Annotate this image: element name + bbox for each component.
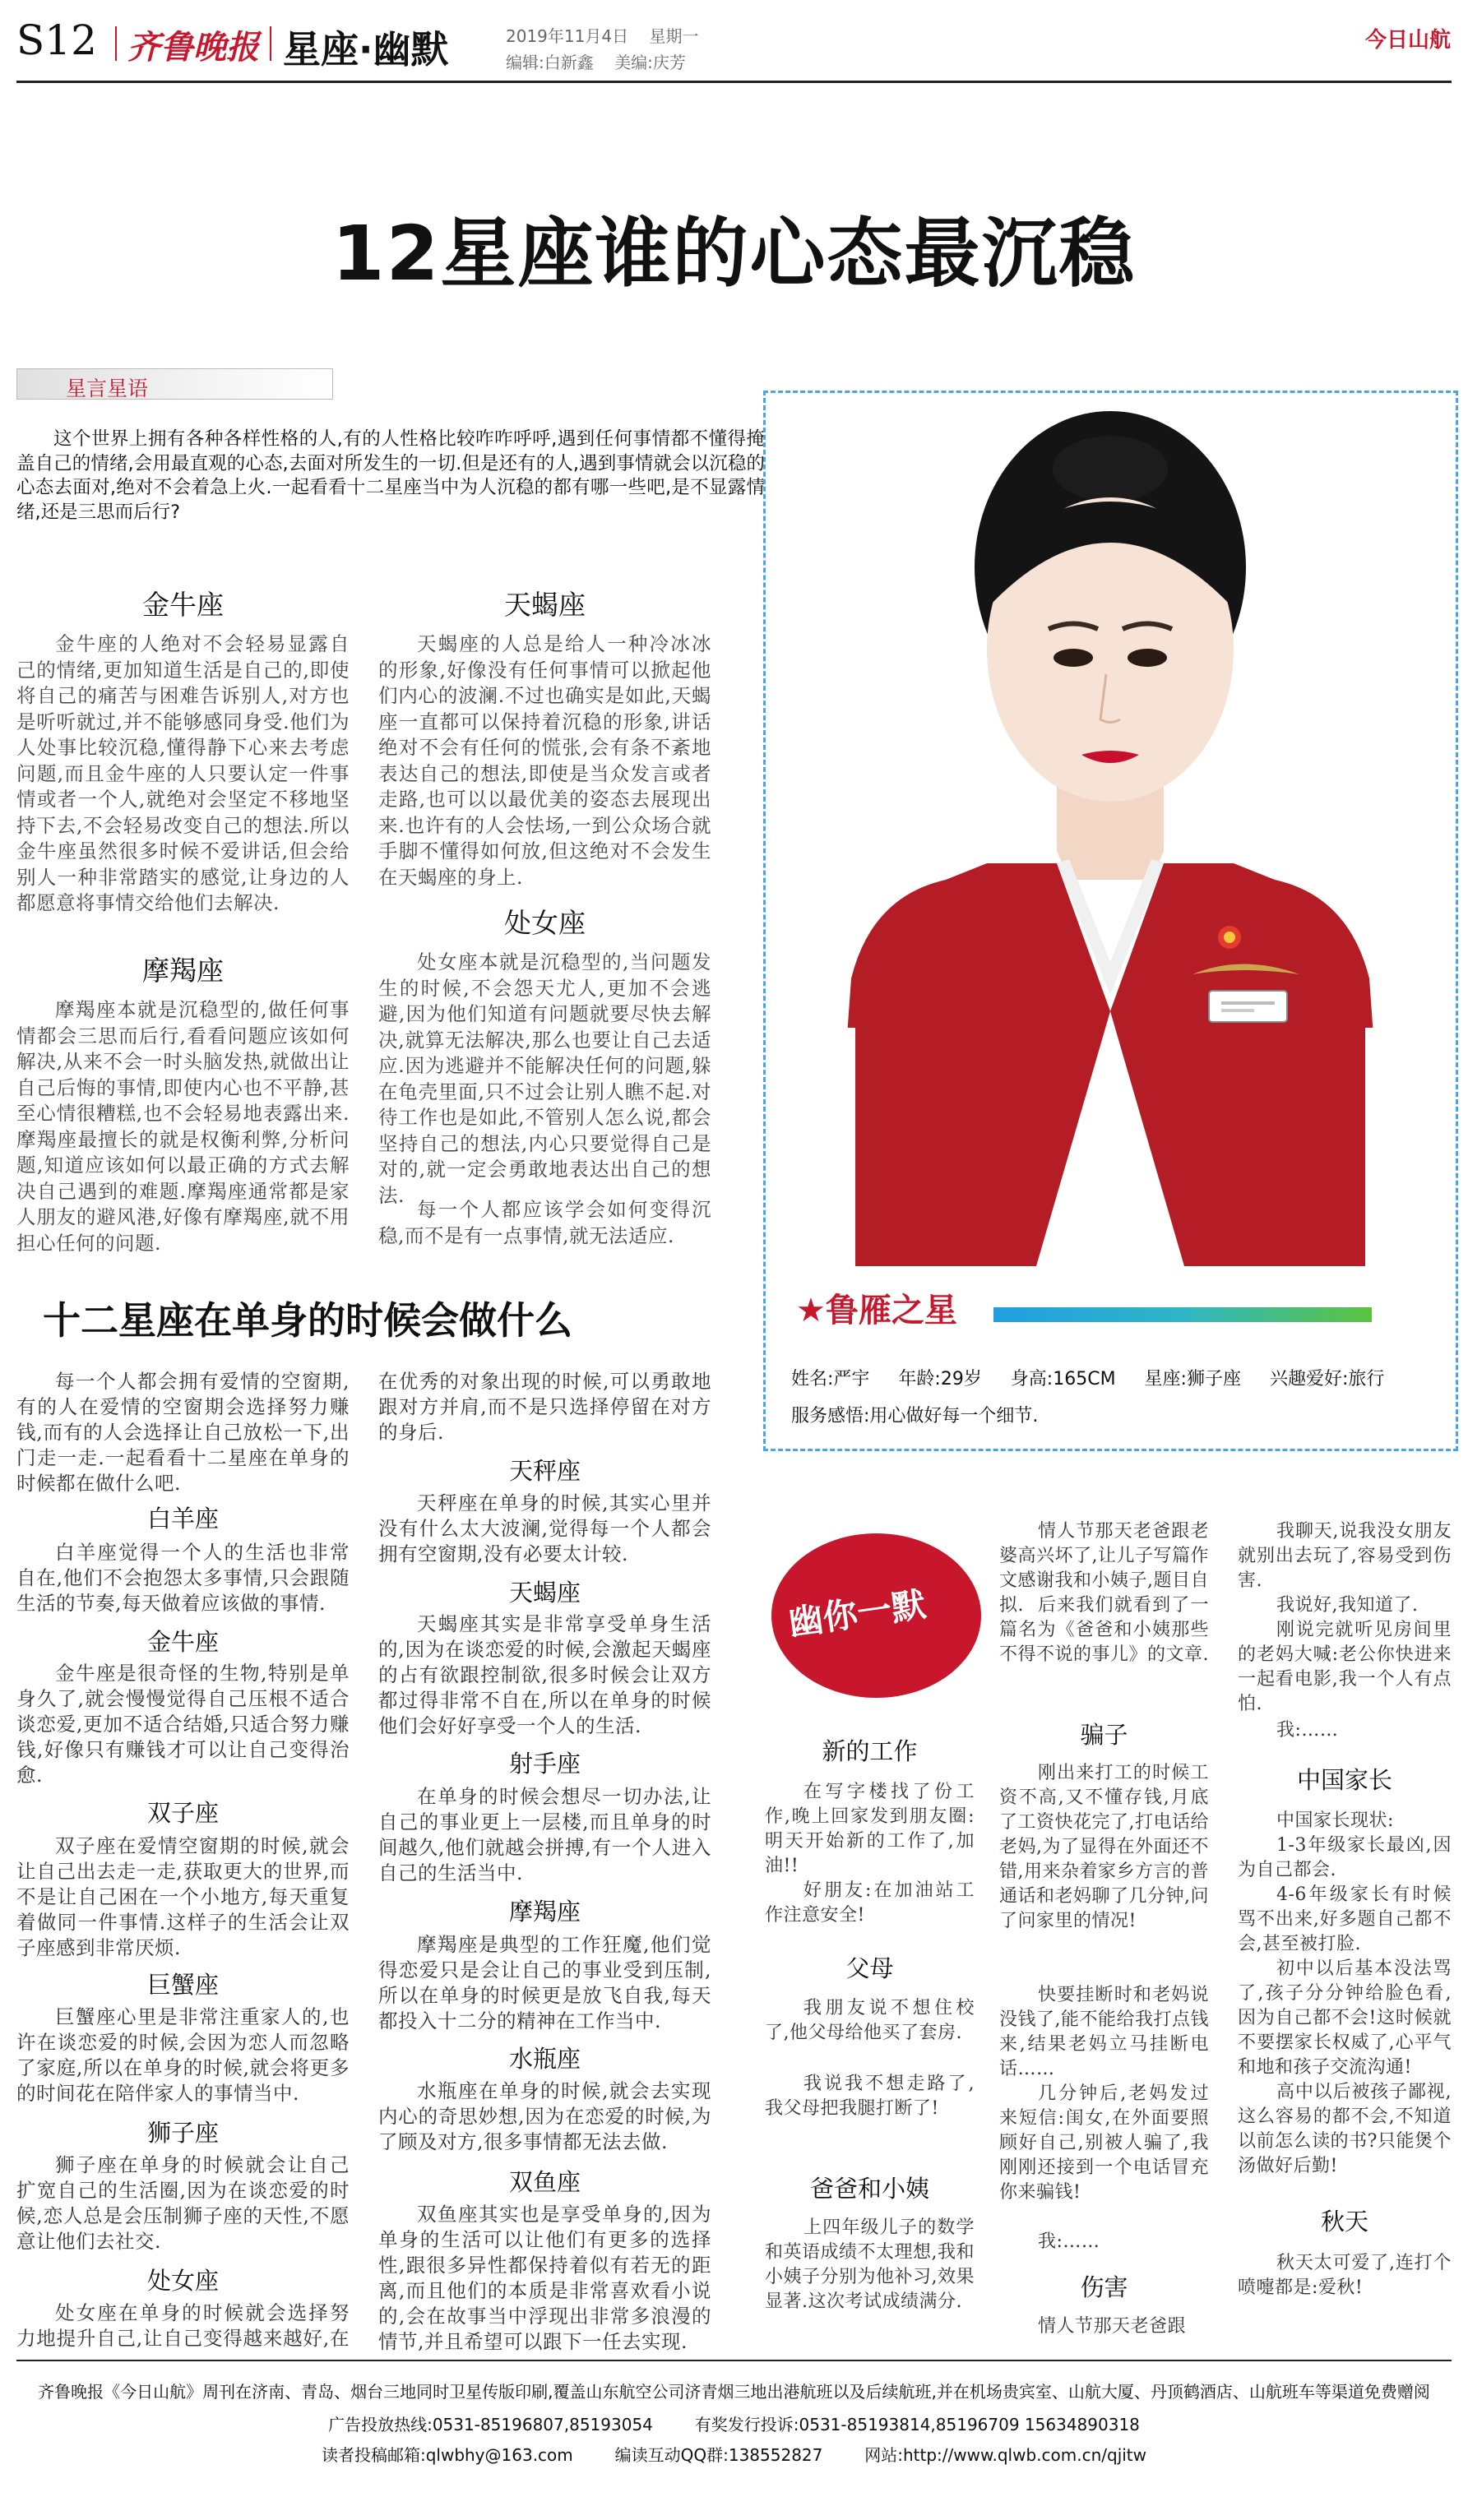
date: 2019年11月4日	[506, 26, 629, 46]
joke-parents-p1: 我朋友说不想住校了,他父母给他买了套房.	[765, 1998, 975, 2043]
hobby-label: 兴趣爱好:	[1269, 1369, 1349, 1389]
profile-details	[791, 1365, 1384, 1390]
footer-subscribe-line: 有奖发行投诉:0531-85193814,85196709 15634890318	[694, 2415, 1140, 2434]
article2-paragraph-virgo-cont: 在优秀的对象出现的时候,可以勇敢地跟对方并肩,而不是只选择停留在对方的身后.	[378, 1370, 711, 1444]
headline: 12星座谁的心态最沉稳	[331, 210, 1137, 298]
article2-paragraph-pisces: 双鱼座其实也是享受单身的,因为单身的生活可以让他们有更多的选择性,跟很多异性都保持着似有若无的距离,而且他们的本质是非常喜欢看小说的,会在故事当中浮现出非常多浪漫的情节,并且希望可以跟下一任去实现.	[378, 2203, 711, 2353]
header-divider	[115, 26, 117, 61]
joke-hurt-intro: 情人节那天老爸跟	[1038, 2316, 1187, 2337]
article2-paragraph-aquarius: 水瓶座在单身的时候,就会去实现内心的奇思妙想,因为在恋爱的时候,为了顾及对方,很多事情都无法去做.	[378, 2079, 711, 2153]
joke-title-autumn: 秋天	[1320, 2208, 1368, 2236]
header-rule	[16, 81, 1452, 83]
joke-top-p3: 刚说完就听见房间里的老妈大喊:老公你快进来一起看电影,我一个人有点怕.	[1238, 1620, 1452, 1714]
profile-name: 严宇	[833, 1369, 870, 1389]
sign-heading-scorpio: 天蝎座	[504, 589, 586, 621]
article2-paragraph-cancer: 巨蟹座心里是非常注重家人的,也许在谈恋爱的时候,会因为恋人而忽略了家庭,所以在单身的时候,就会将更多的时间花在陪伴家人的事情当中.	[16, 2005, 350, 2105]
article2-paragraph-leo: 狮子座在单身的时候就会让自己扩宽自己的生活圈,因为在谈恋爱的时候,恋人总是会压制狮子座的天性,不愿意让他们去社交.	[16, 2153, 350, 2253]
sign-heading-aquarius: 水瓶座	[508, 2045, 581, 2073]
footer-contacts-1	[0, 2411, 1468, 2435]
profile-banner-title: ★鲁雁之星	[796, 1292, 957, 1329]
joke-hurt-p2: 后来我们就看到了一篇名为《爸爸和小姨那些不得不说的事儿》的文章.	[999, 1595, 1209, 1665]
editor: 编辑:白新鑫	[506, 53, 594, 72]
profile-portrait	[781, 403, 1439, 1266]
sign-heading-gemini: 双子座	[146, 1799, 219, 1827]
joke-liar-p3: 几分钟后,老妈发过来短信:闺女,在外面要照顾好自己,别被人骗了,我刚刚还接到一个电话冒充你来骗钱!	[999, 2083, 1209, 2203]
sign-heading-capricorn-2: 摩羯座	[508, 1898, 581, 1926]
column-tag: 星言星语	[66, 377, 149, 400]
intro-paragraph: 这个世界上拥有各种各样性格的人,有的人性格比较咋咋呼呼,遇到任何事情都不懂得掩盖自己的情绪,会用最直观的心态,去面对所发生的一切.但是还有的人,遇到事情就会以沉稳的心态去面对,绝对不会着急上火.一起看看十二星座当中为人沉稳的都有哪一些吧,是不显露情绪,还是三思而后行?	[16, 428, 765, 523]
article1-closing: 每一个人都应该学会如何变得沉稳,而不是有一点事情,就无法适应.	[378, 1198, 711, 1247]
footer-contacts-2	[0, 2442, 1468, 2466]
article1-paragraph-virgo: 处女座本就是沉稳型的,当问题发生的时候,不会怨天尤人,更加不会逃避,因为他们知道有问题就要尽快去解决,就算无法解决,那么也要让自己去适应.因为逃避并不能解决任何的问题,躲在龟壳里面,只不过会让别人瞧不起.对待工作也是如此,不管别人怎么说,都会坚持自己的想法,内心只要觉得自己是对的,就一定会勇敢地表达出自己的想法.	[378, 950, 711, 1207]
sign-heading-pisces: 双鱼座	[508, 2168, 581, 2196]
sign-heading-capricorn: 摩羯座	[142, 955, 224, 987]
article2-paragraph-aries: 白羊座觉得一个人的生活也非常自在,他们不会抱怨太多事情,只会跟随生活的节奏,每天做着应该做的事情.	[16, 1541, 350, 1615]
profile-hobby: 旅行	[1348, 1369, 1385, 1389]
article1-paragraph-taurus: 金牛座的人绝对不会轻易显露自己的情绪,更加知道生活是自己的,即使将自己的痛苦与困难告诉别人,对方也是听听就过,并不能够感同身受.他们为人处事比较沉稳,懂得静下心来去考虑问题,而且金牛座的人只要认定一件事情或者一个人,就绝对会坚定不移地坚持下去,不会轻易改变自己的想法.所以金牛座虽然很多时候不爱讲话,但会给别人一种非常踏实的感觉,让身边的人都愿意将事情交给他们去解决.	[16, 632, 350, 914]
article1-paragraph-scorpio: 天蝎座的人总是给人一种冷冰冰的形象,好像没有任何事情可以掀起他们内心的波澜.不过也确实是如此,天蝎座一直都可以保持着沉稳的形象,讲话绝对不会有任何的慌张,会有条不紊地表达自己的想法,即使是当众发言或者走路,也可以以最优美的姿态去展现出来.也许有的人会怯场,一到公众场合就手脚不懂得如何放,但这绝对不会发生在天蝎座的身上.	[378, 632, 711, 889]
footer-email: 读者投稿邮箱:qlwbhy@163.com	[321, 2445, 573, 2465]
article2-paragraph-sagittarius: 在单身的时候会想尽一切办法,让自己的事业更上一层楼,而且单身的时间越久,他们就越会拼搏,有一个人进入自己的生活当中.	[378, 1785, 711, 1884]
joke-liar-p4: 我:……	[1038, 2231, 1100, 2252]
article2-paragraph-gemini: 双子座在爱情空窗期的时候,就会让自己出去走一走,获取更大的世界,而不是让自己困在一个小地方,每天重复着做同一件事情.这样子的生活会让双子座感到非常厌烦.	[16, 1834, 350, 1959]
joke-parents-p2: 我说我不想走路了,我父母把我腿打断了!	[765, 2074, 975, 2119]
weekday: 星期一	[649, 26, 699, 46]
joke-autumn-p1: 秋天太可爱了,连打个喷嚏都是:爱秋!	[1238, 2253, 1452, 2298]
profile-banner-stripe	[993, 1307, 1372, 1322]
joke-new-job-p1: 在写字楼找了份工作,晚上回家发到朋友圈:明天开始新的工作了,加油!!	[765, 1782, 975, 1876]
article2-paragraph-scorpio: 天蝎座其实是非常享受单身生活的,因为在谈恋爱的时候,会激起天蝎座的占有欲跟控制欲,很多时候会让双方都过得非常不自在,所以在单身的时候他们会好好享受一个人的生活.	[378, 1612, 711, 1737]
joke-title-liar: 骗子	[1080, 1721, 1128, 1749]
page-number: S12	[16, 16, 97, 64]
joke-parents-cn-p3: 4-6年级家长有时候骂不出来,好多题自己都不会,甚至被打脸.	[1238, 1884, 1452, 1954]
humor-badge: 幽你一默	[785, 1584, 928, 1644]
article2-headline: 十二星座在单身的时候会做什么	[43, 1298, 572, 1343]
article2-paragraph-taurus: 金牛座是很奇怪的生物,特别是单身久了,就会慢慢觉得自己压根不适合谈恋爱,更加不适合结婚,只适合努力赚钱,好像只有赚钱才可以让自己变得治愈.	[16, 1662, 350, 1787]
profile-motto: 用心做好每一个细节.	[869, 1406, 1039, 1426]
sign-heading-virgo-2: 处女座	[146, 2267, 219, 2295]
article1-paragraph-capricorn: 摩羯座本就是沉稳型的,做任何事情都会三思而后行,看看问题应该如何解决,从来不会一时头脑发热,就做出让自己后悔的事情,即使内心也不平静,甚至心情很糟糕,也不会轻易地表露出来.摩羯座最擅长的就是权衡利弊,分析问题,知道应该如何以最正确的方式去解决自己遇到的难题.摩羯座通常都是家人朋友的避风港,好像有摩羯座,就不用担心任何的问题.	[16, 998, 350, 1255]
tag-strip	[16, 368, 333, 400]
sign-heading-leo: 狮子座	[146, 2119, 219, 2147]
paper-logo: 齐鲁晚报	[127, 28, 259, 67]
header-divider-2	[270, 26, 271, 61]
article2-intro: 每一个人都会拥有爱情的空窗期,有的人在爱情的空窗期会选择努力赚钱,而有的人会选择让自己放松一下,出门走一走.一起看看十二星座在单身的时候都在做什么吧.	[16, 1370, 350, 1495]
joke-liar-p1: 刚出来打工的时候工资不高,又不懂存钱,月底了工资快花完了,打电话给老妈,为了显得在外面还不错,用来杂着家乡方言的普通话和老妈聊了几分钟,问了问家里的情况!	[999, 1763, 1209, 1931]
sign-heading-virgo: 处女座	[504, 907, 586, 939]
sign-heading-scorpio-2: 天蝎座	[508, 1579, 581, 1607]
motto-label: 服务感悟:	[791, 1406, 870, 1426]
footer-qq: 编读互动QQ群:138552827	[614, 2445, 823, 2465]
sign-heading-sagittarius: 射手座	[508, 1750, 581, 1778]
footer-distribution: 齐鲁晚报《今日山航》周刊在济南、青岛、烟台三地同时卫星传版印刷,覆盖山东航空公司济青烟三地出港航班以及后续航班,并在机场贵宾室、山航大厦、丹顶鹤酒店、山航班车等渠道免费赠阅	[38, 2382, 1430, 2402]
profile-age: 29岁	[940, 1369, 982, 1389]
joke-title-dad-aunt: 爸爸和小姨	[809, 2175, 929, 2203]
joke-parents-cn-p2: 1-3年级家长最凶,因为自己都会.	[1238, 1835, 1452, 1880]
header-editors	[506, 49, 686, 73]
sign-label: 星座:	[1144, 1369, 1187, 1389]
joke-title-chinese-parents: 中国家长	[1296, 1766, 1392, 1794]
joke-parents-cn-p1: 中国家长现状:	[1276, 1810, 1394, 1831]
sign-heading-aries: 白羊座	[146, 1505, 219, 1533]
joke-liar-p2: 快要挂断时和老妈说没钱了,能不能给我打点钱来,结果老妈立马挂断电话……	[999, 1985, 1209, 2079]
name-label: 姓名:	[791, 1369, 834, 1389]
profile-sign: 狮子座	[1186, 1369, 1241, 1389]
sign-heading-libra: 天秤座	[508, 1457, 581, 1485]
age-label: 年龄:	[898, 1369, 941, 1389]
sign-heading-taurus-2: 金牛座	[146, 1628, 219, 1656]
joke-title-new-job: 新的工作	[822, 1737, 918, 1765]
joke-top-p1: 我聊天,说我没女朋友就别出去玩了,容易受到伤害.	[1238, 1521, 1452, 1591]
profile-motto-line	[791, 1402, 1038, 1427]
sign-heading-cancer: 巨蟹座	[146, 1971, 219, 1999]
designer: 美编:庆芳	[614, 53, 686, 72]
footer-website: 网站:http://www.qlwb.com.cn/qjitw	[864, 2445, 1147, 2465]
profile-height: 165CM	[1053, 1369, 1116, 1389]
joke-parents-cn-p4: 初中以后基本没法骂了,孩子分分钟给脸色看,因为自己都不会!这时候就不要摆家长权威了,心平气和地和孩子交流沟通!	[1238, 1958, 1452, 2078]
joke-top-p4: 我:……	[1276, 1720, 1339, 1741]
joke-parents-cn-p5: 高中以后被孩子鄙视,这么容易的都不会,不知道以前怎么读的书?只能煲个汤做好后勤!	[1238, 2082, 1452, 2176]
footer-rule	[16, 2360, 1452, 2361]
height-label: 身高:	[1010, 1369, 1054, 1389]
article2-paragraph-capricorn: 摩羯座是典型的工作狂魔,他们觉得恋爱只是会让自己的事业受到压制,所以在单身的时候更是放飞自我,每天都投入十二分的精神在工作当中.	[378, 1933, 711, 2032]
header-date	[506, 23, 699, 47]
joke-dad-aunt-p1: 上四年级儿子的数学和英语成绩不太理想,我和小姨子分别为他补习,效果显著.这次考试成绩满分.	[765, 2217, 975, 2312]
joke-hurt-p1: 情人节那天老爸跟老婆高兴坏了,让儿子写篇作文感谢我和小姨子,题目自拟.	[999, 1521, 1209, 1616]
sign-heading-taurus: 金牛座	[142, 589, 224, 621]
joke-top-p2: 我说好,我知道了.	[1276, 1595, 1419, 1616]
joke-title-parents: 父母	[845, 1954, 894, 1982]
article2-paragraph-virgo: 处女座在单身的时候就会选择努力地提升自己,让自己变得越来越好,在	[16, 2301, 350, 2350]
article2-paragraph-libra: 天秤座在单身的时候,其实心里并没有什么太大波澜,觉得每一个人都会拥有空窗期,没有必要太计较.	[378, 1491, 711, 1565]
joke-title-hurt: 伤害	[1080, 2273, 1128, 2301]
edition-name: 今日山航	[1365, 28, 1452, 53]
joke-new-job-p2: 好朋友:在加油站工作注意安全!	[765, 1880, 975, 1926]
footer-ad-line: 广告投放热线:0531-85196807,85193054	[328, 2415, 653, 2434]
section-title: 星座·幽默	[283, 27, 449, 72]
